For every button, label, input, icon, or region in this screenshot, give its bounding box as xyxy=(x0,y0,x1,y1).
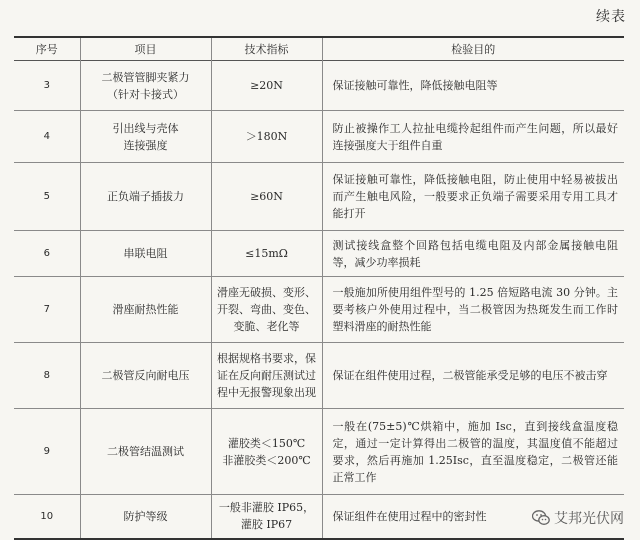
row-num: 7 xyxy=(14,277,80,343)
row-purpose: 保证组件在使用过程中的密封性 xyxy=(332,509,487,523)
row-item: 二极管反向耐电压 xyxy=(80,343,211,409)
wechat-icon xyxy=(532,510,550,526)
row-spec: ＞180N xyxy=(211,111,322,163)
header-num: 序号 xyxy=(14,37,80,61)
row-item: 串联电阻 xyxy=(80,231,211,277)
row-purpose: 保证在组件使用过程，二极管能承受足够的电压不被击穿 xyxy=(332,369,608,382)
row-spec: 灌胶类＜150℃ 非灌胶类＜200℃ xyxy=(211,409,322,495)
row-purpose: 保证接触可靠性，降低接触电阻等 xyxy=(332,79,498,92)
row-item: 引出线与壳体 连接强度 xyxy=(80,111,211,163)
header-item: 项目 xyxy=(80,37,211,61)
table-row xyxy=(14,277,624,343)
row-num: 9 xyxy=(14,409,80,495)
row-spec: 一般非灌胶 IP65， 灌胶 IP67 xyxy=(211,495,322,539)
row-spec: ≥20N xyxy=(211,61,322,111)
table-header xyxy=(14,37,624,61)
table-row xyxy=(14,231,624,277)
row-spec: 根据规格书要求，保证在反向耐压测试过程中无报警现象出现 xyxy=(211,343,322,409)
table-row xyxy=(14,111,624,163)
continued-label: 续表 xyxy=(596,9,626,25)
header-spec: 技术指标 xyxy=(211,37,322,61)
header-purpose: 检验目的 xyxy=(451,42,496,56)
row-num: 3 xyxy=(14,61,80,111)
row-spec: ≤15mΩ xyxy=(211,231,322,277)
table-row xyxy=(14,409,624,495)
inspection-table xyxy=(14,36,624,540)
row-num: 4 xyxy=(14,111,80,163)
row-purpose: 保证接触可靠性，降低接触电阻，防止使用中轻易被拔出而产生触电风险，一般要求正负端子需要采用专用工具才能打开 xyxy=(332,173,618,220)
table-body xyxy=(14,61,624,539)
row-spec: 滑座无破损、变形、开裂、弯曲、变色、变脆、老化等 xyxy=(211,277,322,343)
row-item: 二极管结温测试 xyxy=(80,409,211,495)
row-purpose: 一般施加所使用组件型号的 1.25 倍短路电流 30 分钟。主要考核户外使用过程中，当二极管因为热斑发生而工作时塑料滑座的耐热性能 xyxy=(332,286,618,333)
row-num: 6 xyxy=(14,231,80,277)
row-num: 5 xyxy=(14,163,80,231)
row-item: 二极管管脚夹紧力 （针对卡接式） xyxy=(80,61,211,111)
row-spec: ≥60N xyxy=(211,163,322,231)
table-row xyxy=(14,163,624,231)
watermark-text: 艾邦光伏网 xyxy=(554,511,624,527)
watermark xyxy=(530,508,626,528)
row-num: 10 xyxy=(14,495,80,539)
row-num: 8 xyxy=(14,343,80,409)
row-purpose: 防止被操作工人拉扯电缆拎起组件而产生问题，所以最好连接强度大于组件自重 xyxy=(332,121,618,152)
row-item: 防护等级 xyxy=(80,495,211,539)
row-purpose: 一般在(75±5)℃烘箱中，施加 Isc，直到接线盒温度稳定，通过一定计算得出二极管的温度，其温度值不能超过要求，然后再施加 1.25Isc，直至温度稳定，二极管还能正常工作 xyxy=(332,419,618,484)
row-item: 滑座耐热性能 xyxy=(80,277,211,343)
table-row xyxy=(14,61,624,111)
table-row xyxy=(14,343,624,409)
row-item: 正负端子插拔力 xyxy=(80,163,211,231)
row-purpose: 测试接线盒整个回路包括电缆电阻及内部金属接触电阻等，减少功率损耗 xyxy=(332,238,618,269)
